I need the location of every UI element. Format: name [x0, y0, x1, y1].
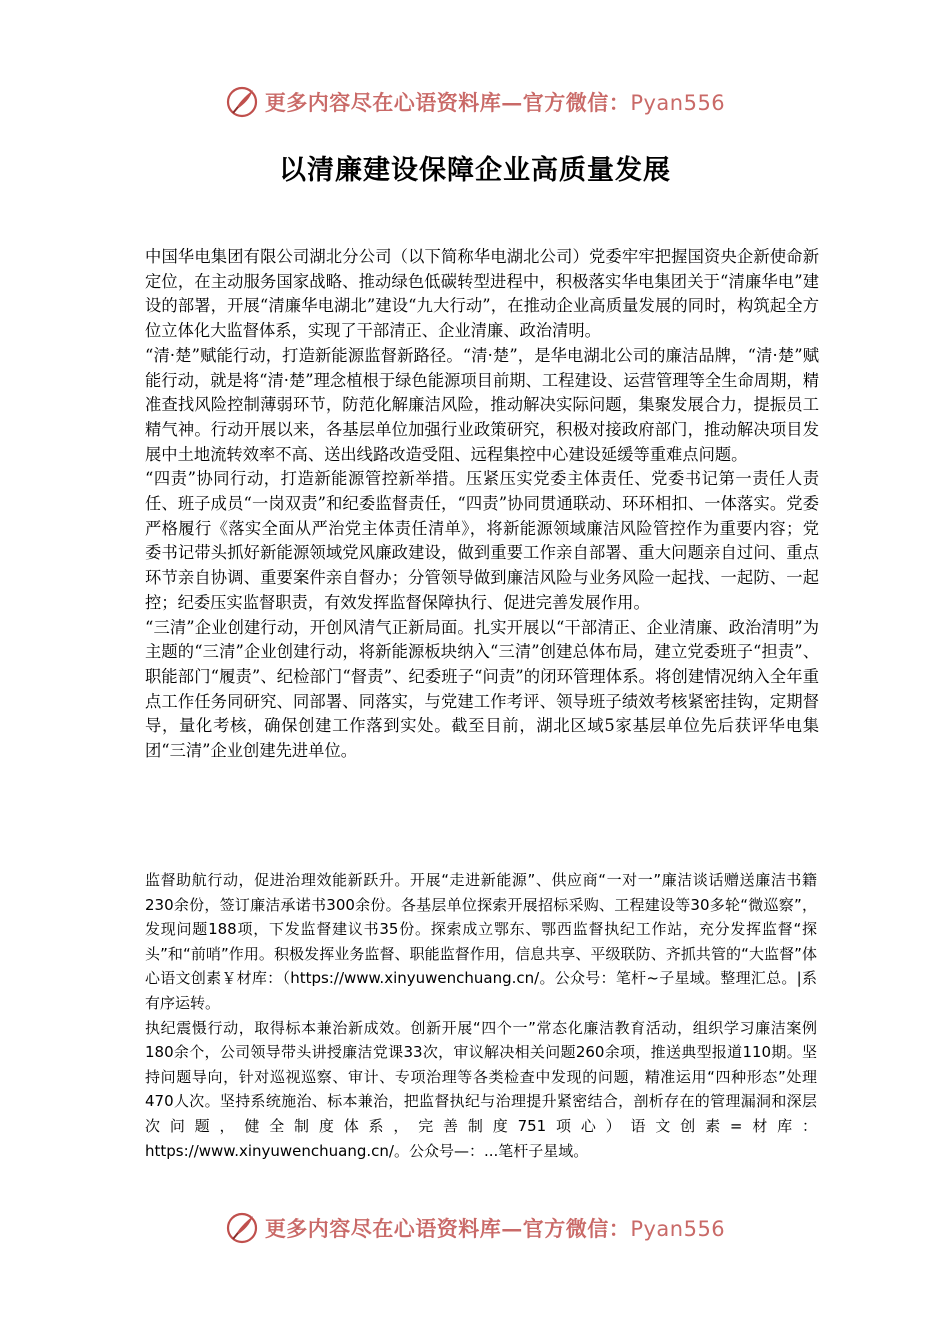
document-body-main	[145, 245, 819, 764]
paragraph-sanqing-action: “三清”企业创建行动，开创风清气正新局面。扎实开展以“干部清正、企业清廉、政治清明”为主题的“三清”企业创建行动，将新能源板块纳入“三清”创建总体布局，建立党委班子“担责”、职能部门“履责”、纪检部门“督责”、纪委班子“问责”的闭环管理体系。将创建情况纳入全年重点工作任务同研究、同部署、同落实，与党建工作考评、领导班子绩效考核紧密挂钩，定期督导，量化考核，确保创建工作落到实处。截至目前，湖北区域5家基层单位先后获评华电集团“三清”企业创建先进单位。	[145, 617, 819, 761]
wechat-id: Pyan556	[630, 91, 726, 115]
watermark-header	[0, 82, 950, 122]
quill-logo-icon	[225, 1211, 259, 1245]
watermark-text: 更多内容尽在心语资料库—官方微信：Pyan556	[264, 1216, 726, 1241]
document-body-secondary	[145, 868, 817, 1163]
paragraph-discipline-action: 执纪震慑行动，取得标本兼治新成效。创新开展“四个一”常态化廉洁教育活动，组织学习廉洁案例180余个，公司领导带头讲授廉洁党课33次，审议解决相关问题260余项，推送典型报道110期。坚持问题导向，针对巡视巡察、审计、专项治理等各类检查中发现的问题，精准运用“四种形态”处理470人次。坚持系统施治、标本兼治，把监督执纪与治理提升紧密结合，剖析存在的管理漏洞和深层次问题，健全制度体系，完善制度751项心）语文创素=材库：https://www.xinyuwenchuang.cn/。公众号—：...笔杆子星域。	[145, 1018, 817, 1160]
paragraph-supervision-action: 监督助航行动，促进治理效能新跃升。开展“走进新能源”、供应商“一对一”廉洁谈话赠送廉洁书籍230余份，签订廉洁承诺书300余份。各基层单位探索开展招标采购、工程建设等30多轮“微巡察”，发现问题188项，下发监督建议书35份。探索成立鄂东、鄂西监督执纪工作站，充分发挥监督“探头”和“前哨”作用。积极发挥业务监督、职能监督作用，信息共享、平级联防、齐抓共管的“大监督”体心语文创素￥材库：（https://www.xinyuwenchuang.cn/。公众号：笔杆~子星域。整理汇总。|系有序运转。	[145, 871, 817, 1012]
paragraph-size-action: “四责”协同行动，打造新能源管控新举措。压紧压实党委主体责任、党委书记第一责任人责任、班子成员“一岗双责”和纪委监督责任，“四责”协同贯通联动、环环相扣、一体落实。党委严格履行《落实全面从严治党主体责任清单》，将新能源领域廉洁风险管控作为重要内容；党委书记带头抓好新能源领域党风廉政建设，做到重要工作亲自部署、重大问题亲自过问、重点环节亲自协调、重要案件亲自督办；分管领导做到廉洁风险与业务风险一起找、一起防、一起控；纪委压实监督职责，有效发挥监督保障执行、促进完善发展作用。	[145, 469, 819, 612]
wechat-id: Pyan556	[630, 1217, 726, 1241]
paragraph-qingchu-action: “清·楚”赋能行动，打造新能源监督新路径。“清·楚”，是华电湖北公司的廉洁品牌，“清·楚”赋能行动，就是将“清·楚”理念植根于绿色能源项目前期、工程建设、运营管理等全生命周期，精准查找风险控制薄弱环节，防范化解廉洁风险，推动解决实际问题，集聚发展合力，提振员工精气神。行动开展以来，各基层单位加强行业政策研究，积极对接政府部门，推动解决项目发展中土地流转效率不高、送出线路改造受阻、远程集控中心建设延缓等重难点问题。	[145, 345, 819, 464]
paragraph-intro: 中国华电集团有限公司湖北分公司（以下简称华电湖北公司）党委牢牢把握国资央企新使命新定位，在主动服务国家战略、推动绿色低碳转型进程中，积极落实华电集团关于“清廉华电”建设的部署，开展“清廉华电湖北”建设“九大行动”，在推动企业高质量发展的同时，构筑起全方位立体化大监督体系，实现了干部清正、企业清廉、政治清明。	[145, 247, 819, 341]
quill-logo-icon	[225, 85, 259, 119]
watermark-text: 更多内容尽在心语资料库—官方微信：Pyan556	[264, 90, 726, 115]
watermark-footer	[0, 1208, 950, 1248]
document-title: 以清廉建设保障企业高质量发展	[279, 155, 671, 186]
